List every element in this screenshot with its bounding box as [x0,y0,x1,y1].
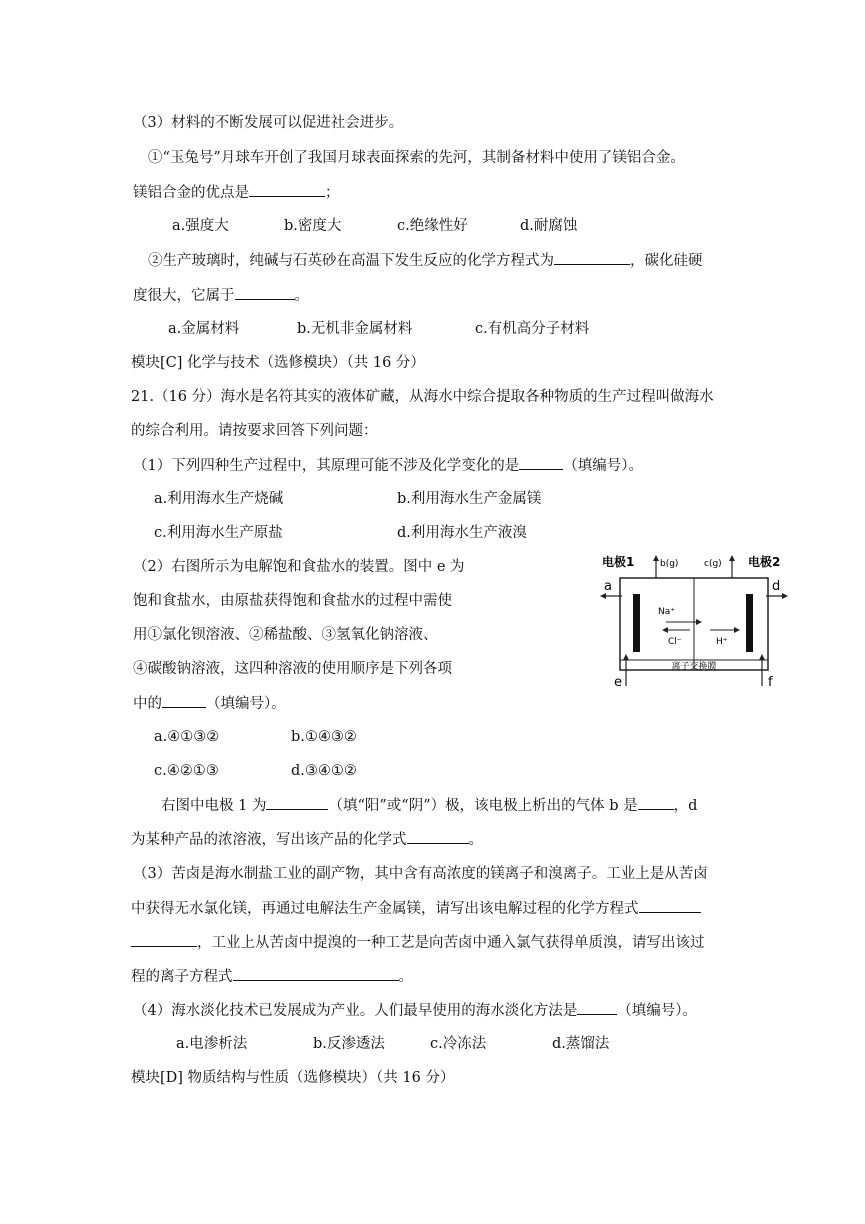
q21-part4-option: a.电渗析法 [176,1036,248,1052]
answer-blank[interactable] [407,829,469,844]
na-arrowhead [696,619,702,625]
q1-option: b.密度大 [284,218,342,234]
answer-blank[interactable] [233,966,399,981]
q21-part2-line5-text: 中的 [133,696,162,712]
q21-part1-option: a.利用海水生产烧碱 [154,491,284,507]
electrode-1-label: 电极1 [602,555,635,569]
q21-part2-line5-end: （填编号）。 [206,696,286,712]
q21-part3-line3 [131,932,705,953]
answer-blank[interactable] [638,795,674,810]
outflow-d-arrowhead [782,593,788,599]
q21-electrode-text2: （填“阳”或“阴”）极，该电极上析出的气体 b 是 [328,798,638,814]
gas-b-label: b(g) [660,559,679,569]
q21-part1-option: c.利用海水生产原盐 [154,525,283,541]
q21-part3-line1: （3）苦卤是海水制盐工业的副产物，其中含有高浓度的镁离子和溴离子。工业上是从苦卤 [133,866,708,882]
q21-part4-option: b.反渗透法 [313,1036,385,1052]
q21-part4-text: （4）海水淡化技术已发展成为产业。人们最早使用的海水淡化方法是 [133,1003,578,1019]
q2-line1-end: ，碳化硅硬 [630,253,703,269]
q21-electrode-line2 [131,829,483,850]
q21-part1-option: b.利用海水生产金属镁 [397,491,542,507]
q21-part1 [133,455,643,476]
q21-part3-line4-text: 程的离子方程式 [131,969,233,985]
h-arrowhead [734,627,740,633]
q2-line2-text: 度很大，它属于 [133,288,235,304]
q1-line2-end: ； [325,185,340,201]
q2-option: b.无机非金属材料 [297,321,413,337]
section3-heading: （3）材料的不断发展可以促进社会进步。 [133,115,404,131]
answer-blank[interactable] [554,250,630,265]
electrode-2-label: 电极2 [748,555,781,569]
q21-intro-line1: 21.（16 分）海水是名符其实的液体矿藏，从海水中综合提取各种物质的生产过程叫做海水 [131,389,714,405]
module-c-heading: 模块[C] 化学与技术（选修模块）（共 16 分） [131,355,425,371]
ion-cl: Cl⁻ [668,637,682,647]
q21-part4-option: c.冷冻法 [430,1036,487,1052]
q21-part2-option: c.④②①③ [154,763,219,779]
label-e: e [614,675,622,690]
q21-intro-line2: 的综合利用。请按要求回答下列问题： [131,423,378,439]
q21-part3-line2-text: 中获得无水氯化镁，再通过电解法生产金属镁，请写出该电解过程的化学方程式 [131,901,639,917]
outlet-c-arrowhead [729,555,735,561]
q21-part2-option: a.④①③② [154,729,220,745]
label-a: a [604,579,612,594]
q1-line2-text: 镁铝合金的优点是 [133,185,249,201]
q21-part4 [133,1000,697,1021]
q1-line1: ①“玉兔号”月球车开创了我国月球表面探索的先河，其制备材料中使用了镁铝合金。 [148,150,685,166]
label-f: f [768,675,773,690]
answer-blank[interactable] [249,182,325,197]
q2-line1-text: ②生产玻璃时，纯碱与石英砂在高温下发生反应的化学方程式为 [148,253,554,269]
label-d: d [772,579,781,594]
electrode-1 [633,594,640,652]
q21-part2-line4: ④碳酸钠溶液，这四种溶液的使用顺序是下列各项 [133,661,452,677]
q21-electrode-line1 [161,795,697,816]
q21-part3-line4-end: 。 [398,969,413,985]
q1-option: d.耐腐蚀 [520,218,578,234]
ion-h: H⁺ [716,637,728,647]
electrolysis-diagram [600,552,788,692]
q2-line2 [133,285,309,306]
q2-line1 [148,250,703,271]
q21-part2-line2: 饱和食盐水，由原盐获得饱和食盐水的过程中需使 [133,593,452,609]
ion-na: Na⁺ [658,607,675,617]
q2-option: a.金属材料 [168,321,240,337]
q2-line2-end: 。 [294,288,309,304]
q21-part1-text: （1）下列四种生产过程中，其原理可能不涉及化学变化的是 [133,458,520,474]
q21-part4-option: d.蒸馏法 [552,1036,610,1052]
q21-part3-line3-text: ，工业上从苦卤中提溴的一种工艺是向苦卤中通入氯气获得单质溴，请写出该过 [197,935,705,951]
q21-part4-end: （填编号）。 [617,1003,697,1019]
gas-c-label: c(g) [704,559,722,569]
q21-part3-line2 [131,898,701,919]
q21-part2-line1: （2）右图所示为电解饱和食盐水的装置。图中 e 为 [133,559,465,575]
answer-blank[interactable] [639,898,701,913]
q21-part2-line3: 用①氯化钡溶液、②稀盐酸、③氢氧化钠溶液、 [133,627,438,643]
q21-electrode-text5: 。 [468,832,483,848]
answer-blank[interactable] [577,1000,617,1015]
inflow-e-arrowhead [623,654,629,660]
module-d-heading: 模块[D] 物质结构与性质（选修模块）（共 16 分） [131,1070,455,1086]
answer-blank[interactable] [235,285,295,300]
inflow-f-arrowhead [759,654,765,660]
q1-option: c.绝缘性好 [397,218,468,234]
q1-option: a.强度大 [172,218,229,234]
outlet-b-arrowhead [653,555,659,561]
answer-blank[interactable] [131,932,197,947]
q21-electrode-text3: ，d [673,798,698,814]
q21-part1-option: d.利用海水生产液溴 [397,525,527,541]
electrode-2 [746,594,753,652]
membrane-label: 离子交换膜 [671,662,717,672]
q21-part2-line5 [133,693,286,714]
answer-blank[interactable] [519,455,563,470]
q21-electrode-text4: 为某种产品的浓溶液，写出该产品的化学式 [131,832,407,848]
q21-part1-end: （填编号）。 [563,458,643,474]
answer-blank[interactable] [266,795,328,810]
q21-part3-line4 [131,966,413,987]
q1-line2 [133,182,340,203]
cl-arrowhead [662,627,668,633]
q21-part2-option: d.③④①② [291,763,357,779]
q21-part2-option: b.①④③② [291,729,357,745]
answer-blank[interactable] [162,693,206,708]
q2-option: c.有机高分子材料 [475,321,590,337]
q21-electrode-text1: 右图中电极 1 为 [161,798,267,814]
